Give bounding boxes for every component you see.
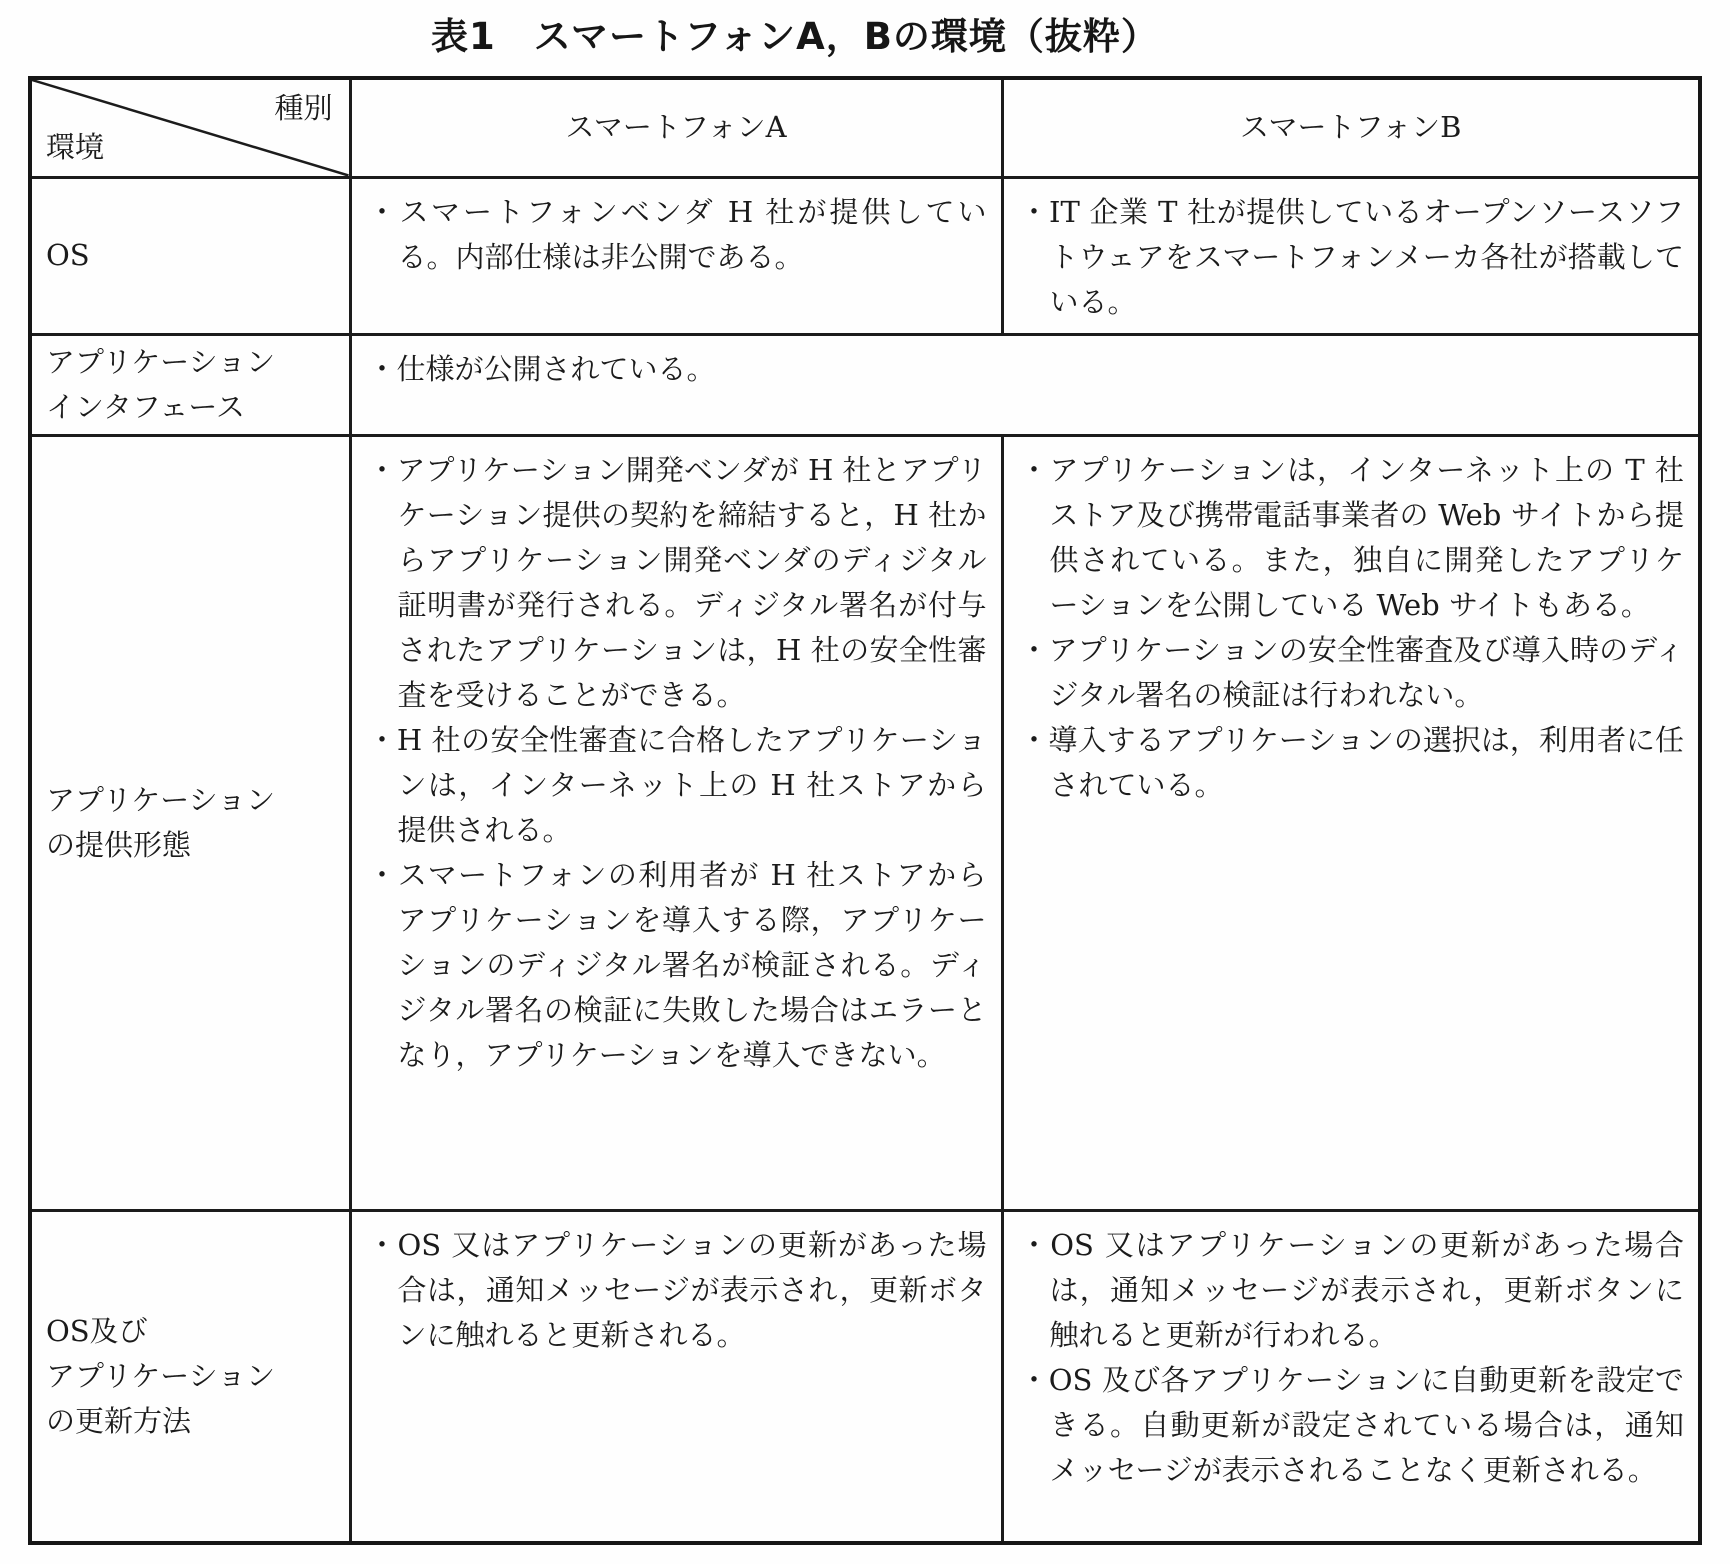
bullet-item: ・スマートフォンベンダ H 社が提供している。内部仕様は非公開である。 [367, 194, 987, 274]
row-label-line: OS及び [46, 1313, 148, 1348]
bullet-item: ・OS 及び各アプリケーションに自動更新を設定できる。自動更新が設定されている場合は，通知メッセージが表示されることなく更新される。 [1019, 1362, 1684, 1487]
column-header-smartphone-b: スマートフォンB [1002, 78, 1700, 177]
row-label-line: インタフェース [46, 389, 245, 424]
cell-os-smartphone-b [1002, 177, 1700, 334]
row-label-line: の更新方法 [46, 1403, 192, 1438]
table-title: 表1 スマートフォンA，Bの環境（抜粋） [431, 15, 1159, 58]
row-label-line: アプリケーション [46, 344, 276, 379]
row-label-application-distribution [30, 435, 350, 1210]
row-label-line: アプリケーション [46, 782, 276, 817]
header-row [30, 78, 1700, 177]
row-application-distribution [30, 435, 1700, 1210]
row-label-update-method [30, 1210, 350, 1543]
bullet-item: ・アプリケーション開発ベンダが H 社とアプリケーション提供の契約を締結すると，H 社からアプリケーション開発ベンダのディジタル証明書が発行される。ディジタル署名が付与されたアプリケーションは，H 社の安全性審査を受けることができる。 [367, 452, 987, 712]
row-os [30, 177, 1700, 334]
row-label-line: OS [46, 238, 90, 272]
bullet-item: ・OS 又はアプリケーションの更新があった場合は，通知メッセージが表示され，更新ボタンに触れると更新が行われる。 [1019, 1227, 1684, 1352]
bullet-item: ・仕様が公開されている。 [367, 351, 716, 386]
bullet-item: ・アプリケーションは，インターネット上の T 社ストア及び携帯電話事業者の Web サイトから提供されている。また，独自に開発したアプリケーションを公開している Web サイトもある。 [1019, 452, 1684, 622]
corner-label-kind: 種別 [274, 91, 333, 125]
corner-label-environment: 環境 [46, 129, 105, 164]
bullet-item: ・H 社の安全性審査に合格したアプリケーションは，インターネット上の H 社ストアから提供される。 [367, 722, 987, 847]
bullet-item: ・OS 又はアプリケーションの更新があった場合は，通知メッセージが表示され，更新ボタンに触れると更新される。 [367, 1227, 987, 1352]
bullet-item: ・導入するアプリケーションの選択は，利用者に任されている。 [1019, 722, 1684, 802]
row-label-application-interface [30, 334, 350, 435]
row-application-interface [30, 334, 1700, 435]
cell-update-smartphone-a [350, 1210, 1002, 1543]
bullet-item: ・スマートフォンの利用者が H 社ストアからアプリケーションを導入する際，アプリケーションのディジタル署名が検証される。ディジタル署名の検証に失敗した場合はエラーとなり，アプリケーションを導入できない。 [367, 857, 987, 1072]
cell-distribution-smartphone-a [350, 435, 1002, 1210]
row-label-os [30, 177, 350, 334]
row-label-line: の提供形態 [46, 827, 192, 862]
cell-os-smartphone-a [350, 177, 1002, 334]
cell-distribution-smartphone-b [1002, 435, 1700, 1210]
smartphone-environment-table [28, 76, 1702, 1545]
corner-header-cell [30, 78, 350, 177]
cell-update-smartphone-b [1002, 1210, 1700, 1543]
bullet-item: ・アプリケーションの安全性審査及び導入時のディジタル署名の検証は行われない。 [1019, 632, 1684, 712]
row-label-line: アプリケーション [46, 1358, 276, 1393]
column-header-smartphone-a: スマートフォンA [350, 78, 1002, 177]
cell-application-interface-both [350, 334, 1700, 435]
row-update-method [30, 1210, 1700, 1543]
bullet-item: ・IT 企業 T 社が提供しているオープンソースソフトウェアをスマートフォンメーカ各社が搭載している。 [1019, 194, 1684, 319]
